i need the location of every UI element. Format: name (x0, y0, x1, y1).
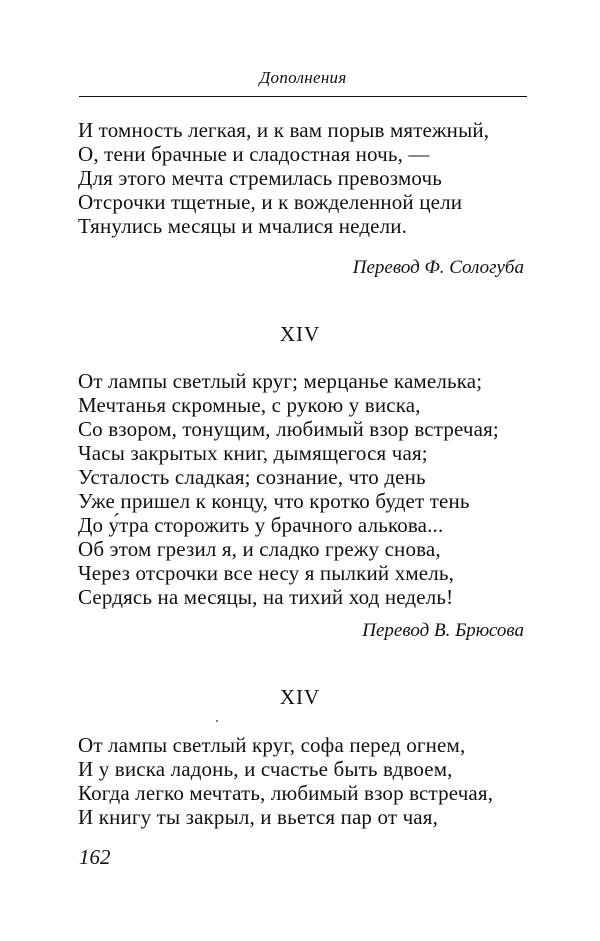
poem-2-line: Об этом грезил я, и сладко грежу снова, (78, 537, 441, 561)
poem-3-title: XIV (279, 685, 321, 709)
poem-2-line: Часы закрытых книг, дымящегося чая; (78, 441, 428, 465)
poem-2-line: До у́тра сторожить у брачного алькова... (78, 513, 444, 537)
poem-3-line: И книгу ты закрыл, и вьется пар от чая, (78, 805, 438, 829)
poem-1-stanza (78, 118, 538, 238)
poem-2-title: XIV (279, 322, 321, 346)
poem-3-line: От лампы светлый круг, софа перед огнем, (78, 733, 466, 757)
print-speck (216, 720, 218, 722)
running-head: Дополнения (259, 68, 347, 87)
poem-3-line: И у виска ладонь, и счастье быть вдвоем, (78, 757, 453, 781)
poem-2-line: Сердясь на месяцы, на тихий ход недель! (78, 585, 454, 609)
poem-1-line: Отсрочки тщетные, и к вожделенной цели (78, 190, 463, 214)
poem-2-line: Уже пришел к концу, что кротко будет тень (78, 489, 470, 513)
poem-2-line: Усталость сладкая; сознание, что день (78, 465, 426, 489)
header-rule (79, 96, 527, 97)
poem-1-attribution: Перевод Ф. Сологуба (352, 257, 524, 278)
page-number: 162 (79, 845, 111, 869)
poem-1-line: Тянулись месяцы и мчалися недели. (78, 214, 408, 238)
poem-2-attribution: Перевод В. Брюсова (362, 620, 524, 641)
poem-2-stanza (78, 369, 538, 609)
poem-1-line: И томность легкая, и к вам порыв мятежный, (78, 118, 490, 142)
poem-1-line: Для этого мечта стремилась превозмочь (78, 166, 442, 190)
poem-1-line: О, тени брачные и сладостная ночь, — (78, 142, 430, 166)
poem-3-line: Когда легко мечтать, любимый взор встречая, (78, 781, 494, 805)
poem-2-line: От лампы светлый круг; мерцанье камелька; (78, 369, 483, 393)
poem-2-line: Со взором, тонущим, любимый взор встречая; (78, 417, 499, 441)
poem-3-stanza (78, 733, 538, 829)
poem-2-line: Мечтанья скромные, с рукою у виска, (78, 393, 421, 417)
poem-2-line: Через отсрочки все несу я пылкий хмель, (78, 561, 455, 585)
